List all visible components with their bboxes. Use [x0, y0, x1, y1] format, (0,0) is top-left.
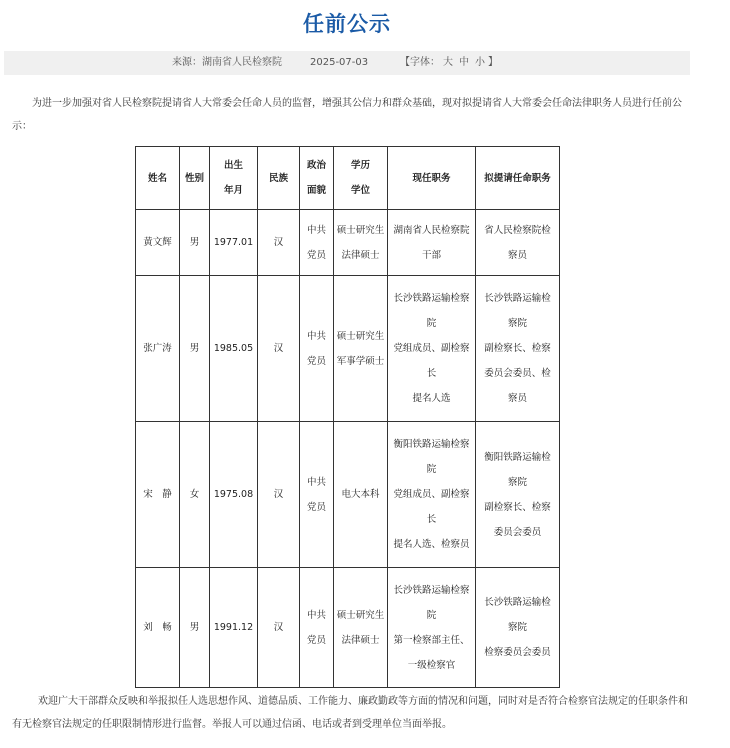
table-header-row	[136, 147, 560, 210]
intro-paragraph: 为进一步加强对省人民检察院提请省人大常委会任命人员的监督，增强其公信力和群众基础，现对拟提请省人大常委会任命法律职务人员进行任前公示：	[12, 98, 682, 132]
cell-politics: 中共 党员	[300, 210, 334, 276]
cell-politics: 中共 党员	[300, 276, 334, 422]
cell-name: 张广涛	[136, 276, 180, 422]
cell-current-position: 衡阳铁路运输检察 院 党组成员、副检察 长 提名人选、检察员	[388, 422, 476, 568]
font-size-small-button[interactable]: 小	[475, 57, 485, 68]
cell-gender: 男	[180, 276, 210, 422]
font-size-switcher	[400, 51, 498, 75]
cell-current-position: 长沙铁路运输检察 院 党组成员、副检察 长 提名人选	[388, 276, 476, 422]
cell-education: 硕士研究生 法律硕士	[334, 210, 388, 276]
cell-birth: 1991.12	[210, 568, 258, 688]
cell-proposed-position: 长沙铁路运输检 察院 副检察长、检察 委员会委员、检 察员	[476, 276, 560, 422]
column-header-current-position: 现任职务	[388, 147, 476, 210]
column-header-education: 学历 学位	[334, 147, 388, 210]
cell-name: 刘 畅	[136, 568, 180, 688]
article-meta-bar	[4, 51, 690, 75]
cell-politics: 中共 党员	[300, 422, 334, 568]
cell-ethnicity: 汉	[258, 422, 300, 568]
cell-proposed-position: 省人民检察院检 察员	[476, 210, 560, 276]
cell-name: 宋 静	[136, 422, 180, 568]
cell-ethnicity: 汉	[258, 568, 300, 688]
cell-name: 黄文辉	[136, 210, 180, 276]
column-header-gender: 性别	[180, 147, 210, 210]
cell-gender: 男	[180, 210, 210, 276]
article-date: 2025-07-03	[310, 57, 369, 68]
font-size-large-button[interactable]: 大	[443, 57, 453, 68]
cell-gender: 男	[180, 568, 210, 688]
table-row	[136, 568, 560, 688]
table-row	[136, 210, 560, 276]
outro-paragraph: 欢迎广大干部群众反映和举报拟任人选思想作风、道德品质、工作能力、廉政勤政等方面的情况和问题，同时对是否符合检察官法规定的任职条件和有无检察官法规定的任职限制情形进行监督。举报人可以通过信函、电话或者到受理单位当面举报。	[12, 696, 688, 730]
cell-current-position: 长沙铁路运输检察 院 第一检察部主任、 一级检察官	[388, 568, 476, 688]
cell-birth: 1985.05	[210, 276, 258, 422]
cell-birth: 1977.01	[210, 210, 258, 276]
column-header-proposed-position: 拟提请任命职务	[476, 147, 560, 210]
cell-education: 硕士研究生 法律硕士	[334, 568, 388, 688]
column-header-ethnicity: 民族	[258, 147, 300, 210]
font-label-close: 】	[488, 57, 498, 68]
cell-education: 硕士研究生 军事学硕士	[334, 276, 388, 422]
cell-current-position: 湖南省人民检察院 干部	[388, 210, 476, 276]
candidate-table	[135, 146, 560, 688]
column-header-politics: 政治 面貌	[300, 147, 334, 210]
column-header-birth: 出生 年月	[210, 147, 258, 210]
cell-gender: 女	[180, 422, 210, 568]
cell-birth: 1975.08	[210, 422, 258, 568]
cell-proposed-position: 长沙铁路运输检 察院 检察委员会委员	[476, 568, 560, 688]
page-title: 任前公示	[303, 12, 391, 36]
font-label-open: 【字体：	[400, 57, 440, 68]
font-size-medium-button[interactable]: 中	[459, 57, 469, 68]
article-source: 来源：湖南省人民检察院	[172, 57, 282, 68]
cell-politics: 中共 党员	[300, 568, 334, 688]
cell-ethnicity: 汉	[258, 210, 300, 276]
table-row	[136, 276, 560, 422]
cell-ethnicity: 汉	[258, 276, 300, 422]
cell-proposed-position: 衡阳铁路运输检 察院 副检察长、检察 委员会委员	[476, 422, 560, 568]
column-header-name: 姓名	[136, 147, 180, 210]
table-row	[136, 422, 560, 568]
cell-education: 电大本科	[334, 422, 388, 568]
